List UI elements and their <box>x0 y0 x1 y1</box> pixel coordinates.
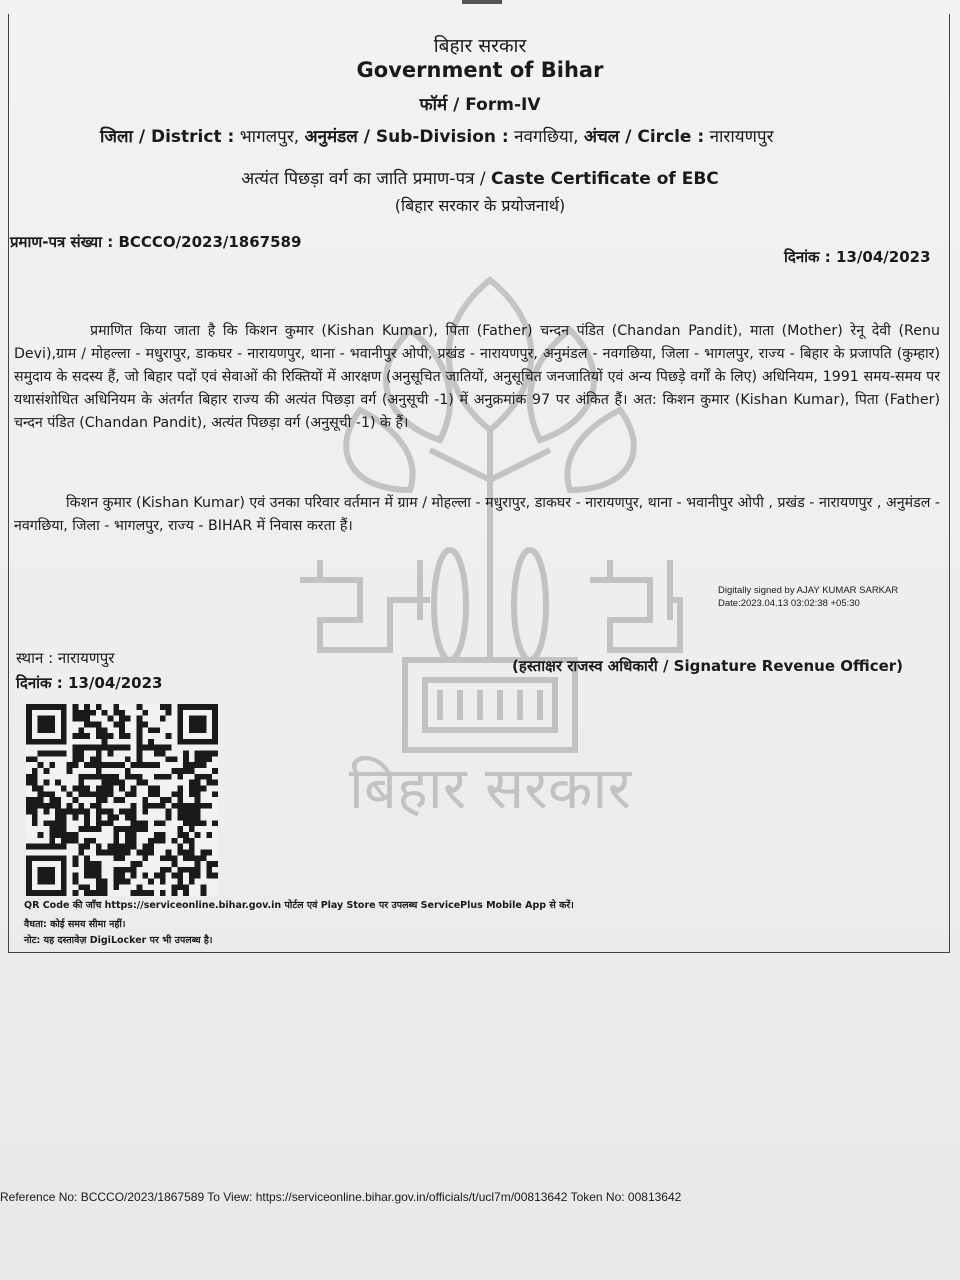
qr-code[interactable] <box>26 704 218 896</box>
subdivision-value: नवगछिया, <box>514 127 579 147</box>
issue-date-value: 13/04/2023 <box>836 248 931 266</box>
certificate-title <box>0 166 960 189</box>
certificate-purpose: (बिहार सरकार के प्रयोजनार्थ) <box>394 196 566 215</box>
signature-label: (हस्ताक्षर राजस्व अधिकारी / Signature Revenue Officer) <box>512 657 904 675</box>
place: स्थान : नारायणपुर <box>16 649 115 667</box>
district-label: जिला / District : <box>100 127 235 147</box>
top-edge-mark <box>462 0 502 4</box>
issue-date-label: दिनांक : <box>784 248 831 266</box>
circle-value: नारायणपुर <box>709 127 774 147</box>
certificate-title-english: Caste Certificate of EBC <box>491 169 719 189</box>
circle-label: अंचल / Circle : <box>583 127 705 147</box>
govt-name-hindi: बिहार सरकार <box>433 35 527 57</box>
digital-signature-signer: Digitally signed by AJAY KUMAR SARKAR <box>718 585 899 596</box>
digital-signature <box>718 584 898 610</box>
certificate-number-value: BCCCO/2023/1867589 <box>118 233 302 251</box>
issue-date <box>784 247 931 267</box>
certificate-number <box>10 232 301 252</box>
residence-paragraph: किशन कुमार (Kishan Kumar) एवं उनका परिवार वर्तमान में ग्राम / मोहल्ला - मधुरापुर, डाकघर - नारायणपुर, थाना - भवानीपुर ओपी , प्रखंड - नारायणपुर , अनुमंडल - नवगछिया, जिला - भागलपुर, राज्य - BIHAR में निवास करता हैं। <box>14 495 940 534</box>
validity-note: वैधता: कोई समय सीमा नहीं। <box>24 919 126 930</box>
jurisdiction-line <box>100 124 870 147</box>
subdivision-label: अनुमंडल / Sub-Division : <box>304 127 509 147</box>
digital-signature-date: Date:2023.04.13 03:02:38 +05:30 <box>718 598 860 609</box>
digilocker-note: नोट: यह दस्तावेज़ DigiLocker पर भी उपलब्ध है। <box>24 935 213 946</box>
qr-verification-note: QR Code की जाँच https://serviceonline.bihar.gov.in पोर्टल एवं Play Store पर उपलब्ध ServicePlus Mobile App से करें। <box>24 900 574 911</box>
govt-name-english: Government of Bihar <box>356 58 604 82</box>
certificate-title-hindi: अत्यंत पिछड़ा वर्ग का जाति प्रमाण-पत्र / <box>241 169 486 189</box>
certificate-number-label: प्रमाण-पत्र संख्या : <box>10 233 114 251</box>
footer-reference: Reference No: BCCCO/2023/1867589 To View: https://serviceonline.bihar.gov.in/officials/t/ucl7m/00813642 Token No: 00813642 <box>0 1190 682 1204</box>
watermark-text: बिहार सरकार <box>348 754 632 820</box>
district-value: भागलपुर, <box>239 127 300 147</box>
certification-paragraph: प्रमाणित किया जाता है कि किशन कुमार (Kishan Kumar), पिता (Father) चन्दन पंडित (Chandan Pandit), माता (Mother) रेनू देवी (Renu Devi),ग्राम / मोहल्ला - मधुरापुर, डाकघर - नारायणपुर, थाना - भवानीपुर ओपी, प्रखंड - नारायणपुर, अनुमंडल - नवगछिया, जिला - भागलपुर, राज्य - बिहार के प्रजापति (कुम्हार) समुदाय के सदस्य हैं, जो बिहार पदों एवं सेवाओं की रिक्तियों में आरक्षण (अनुसूचित जातियों, अनुसूचित जनजातियों एवं अन्य पिछड़े वर्गों के लिए) अधिनियम, 1991 समय-समय पर यथासंशोधित अधिनियम के अंतर्गत बिहार राज्य की अत्यंत पिछड़ा वर्ग (अनुसूची -1) में अनुक्रमांक 97 पर अंकित हैं। अत: किशन कुमार (Kishan Kumar), पिता (Father) चन्दन पंडित (Chandan Pandit), अत्यंत पिछड़ा वर्ग (अनुसूची -1) के हैं। <box>14 323 940 431</box>
form-number: फॉर्म / Form-IV <box>419 95 541 115</box>
place-date: दिनांक : 13/04/2023 <box>16 674 163 692</box>
